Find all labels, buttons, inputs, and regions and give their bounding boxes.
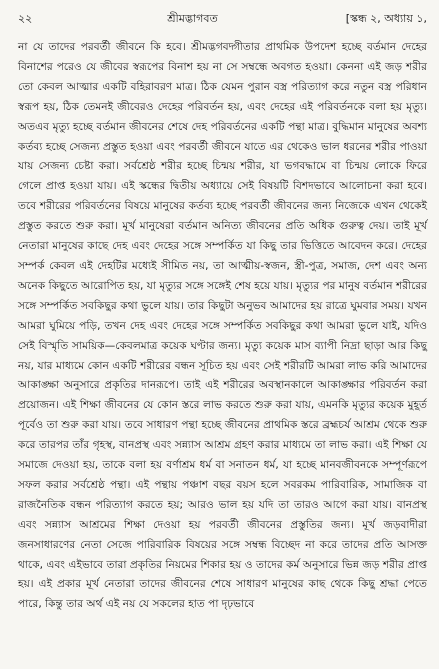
purport-paragraph: না যে তাদের পরবর্তী জীবনে কি হবে। শ্রীমদ্ভগবদ্গীতার প্রাথমিক উপদেশ হচ্ছে বর্তমান দেহের বিনাশের পরেও যে জীবের স্বরূপের বিনাশ হয় না সে সম্বন্ধে অবগত হওয়া। কেননা এই জড় শরীর তো কেবল আত্মার একটি বহিরাবরণ মাত্র। ঠিক যেমন পুরান বস্ত্র পরিত্যাগ করে নতুন বস্ত্র পরিধান স্বরূপ হয়, ঠিক তেমনই জীবেরও দেহের পরিবর্তন হয়, এবং দেহের এই পরিবর্তনকে বলা হয় মৃত্যু। অতএব মৃত্যু হচ্ছে বর্তমান জীবনের শেষে দেহ পরিবর্তনের একটি পন্থা মাত্র। বুদ্ধিমান মানুষের অবশ্য কর্তব্য হচ্ছে সেজন্য প্রস্তুত হওয়া এবং পরবর্তী জীবনে যাতে এর থেকেও ভাল ধরনের শরীর পাওয়া যায় সেজন্য চেষ্টা করা। সর্বশ্রেষ্ঠ শরীর হচ্ছে চিন্ময় শরীর, যা ভগবদ্ধামে বা চিন্ময় লোকে ফিরে গেলে প্রাপ্ত হওয়া যায়। এই স্কন্ধের দ্বিতীয় অধ্যায়ে সেই বিষয়টি বিশদভাবে আলোচনা করা হবে। তবে শরীরের পরিবর্তনের বিষয়ে মানুষের কর্তব্য হচ্ছে পরবর্তী জীবনের জন্য নিজেকে এখন থেকেই প্রস্তুত করতে শুরু করা। মূর্খ মানুষেরা বর্তমান অনিত্য জীবনের প্রতি অধিক গুরুত্ব দেয়। তাই মূর্খ নেতারা মানুষের কাছে দেহ এবং দেহের সঙ্গে সম্পর্কিত যা কিছু তার ভিত্তিতে আবেদন করে। দেহের সম্পর্ক কেবল এই দেহটির মধ্যেই সীমিত নয়, তা আত্মীয়-স্বজন, স্ত্রী-পুত্র, সমাজ, দেশ এবং অন্য অনেক কিছুতে আরোপিত হয়, যা মৃত্যুর সঙ্গে সঙ্গেই শেষ হয়ে যায়। মৃত্যুর পর মানুষ বর্তমান শরীরের সঙ্গে সম্পর্কিত সবকিছুর কথা ভুলে যায়। তার কিছুটা অনুভব আমাদের হয় রাত্রে ঘুমবার সময়। যখন আমরা ঘুমিয়ে পড়ি, তখন দেহ এবং দেহের সঙ্গে সম্পর্কিত সবকিছুর কথা আমরা ভুলে যাই, যদিও সেই বিস্মৃতি সাময়িক—কেবলমাত্র কয়েক ঘণ্টার জন্য। মৃত্যু কয়েক মাস ব্যাপী নিদ্রা ছাড়া আর কিছু নয়, যার মাধ্যমে কোন একটি শরীরের বন্ধন সূচিত হয় এবং সেই শরীরটি আমরা লাভ করি আমাদের আকাঙ্ক্ষা অনুসারে প্রকৃতির দানরূপে। তাই এই শরীরের অবস্থানকালে আকাঙ্ক্ষার পরিবর্তন করা প্রয়োজন। এই শিক্ষা জীবনের যে কোন স্তরে লাভ করতে শুরু করা যায়, এমনকি মৃত্যুর কয়েক মুহূর্ত পূর্বেও তা শুরু করা যায়। তবে সাধারণ পন্থা হচ্ছে জীবনের প্রাথমিক স্তরে ব্রহ্মচর্য আশ্রম থেকে শুরু করে তারপর তাঁর গৃহস্থ, বানপ্রস্থ এবং সন্ন্যাস আশ্রম গ্রহণ করার মাধ্যমে তা লাভ করা। এই শিক্ষা যে সমাজে দেওয়া হয়, তাকে বলা হয় বর্ণাশ্রম ধর্ম বা সনাতন ধর্ম, যা হচ্ছে মানবজীবনকে সম্পূর্ণরূপে সফল করার সর্বশ্রেষ্ঠ পন্থা। এই পন্থায় পঞ্চাশ বছর বয়স হলে সবরকম পারিবারিক, সামাজিক বা রাজনৈতিক বন্ধন পরিত্যাগ করতে হয়; আরও ভাল হয় যদি তা তারও আগে করা যায়। বানপ্রস্থ এবং সন্ন্যাস আশ্রমের শিক্ষা দেওয়া হয় পরবর্তী জীবনের প্রস্তুতির জন্য। মূর্খ জড়বাদীরা জনসাধারণের নেতা সেজে পারিবারিক বিষয়ের সঙ্গে সম্বন্ধ বিচ্ছেদ না করে তাদের প্রতি আসক্ত থাকে, এবং এইভাবে তারা প্রকৃতির নিয়মের শিকার হয় ও তাদের কর্ম অনুসারে ভিন্ন জড় শরীর প্রাপ্ত হয়। এই প্রকার মূর্খ নেতারা তাদের জীবনের শেষে সাধারণ মানুষের কাছ থেকে কিছু শ্রদ্ধা পেতে পারে, কিন্তু তার অর্থ এই নয় যে সকলের হাত পা দৃঢ়ভাবে [18, 41, 427, 611]
book-title: শ্রীমদ্ভাগবত [167, 12, 218, 25]
chapter-reference: [স্কন্ধ ২, অধ্যায় ১, [345, 12, 427, 25]
running-header [18, 8, 427, 30]
page-number: ২২ [18, 12, 33, 25]
